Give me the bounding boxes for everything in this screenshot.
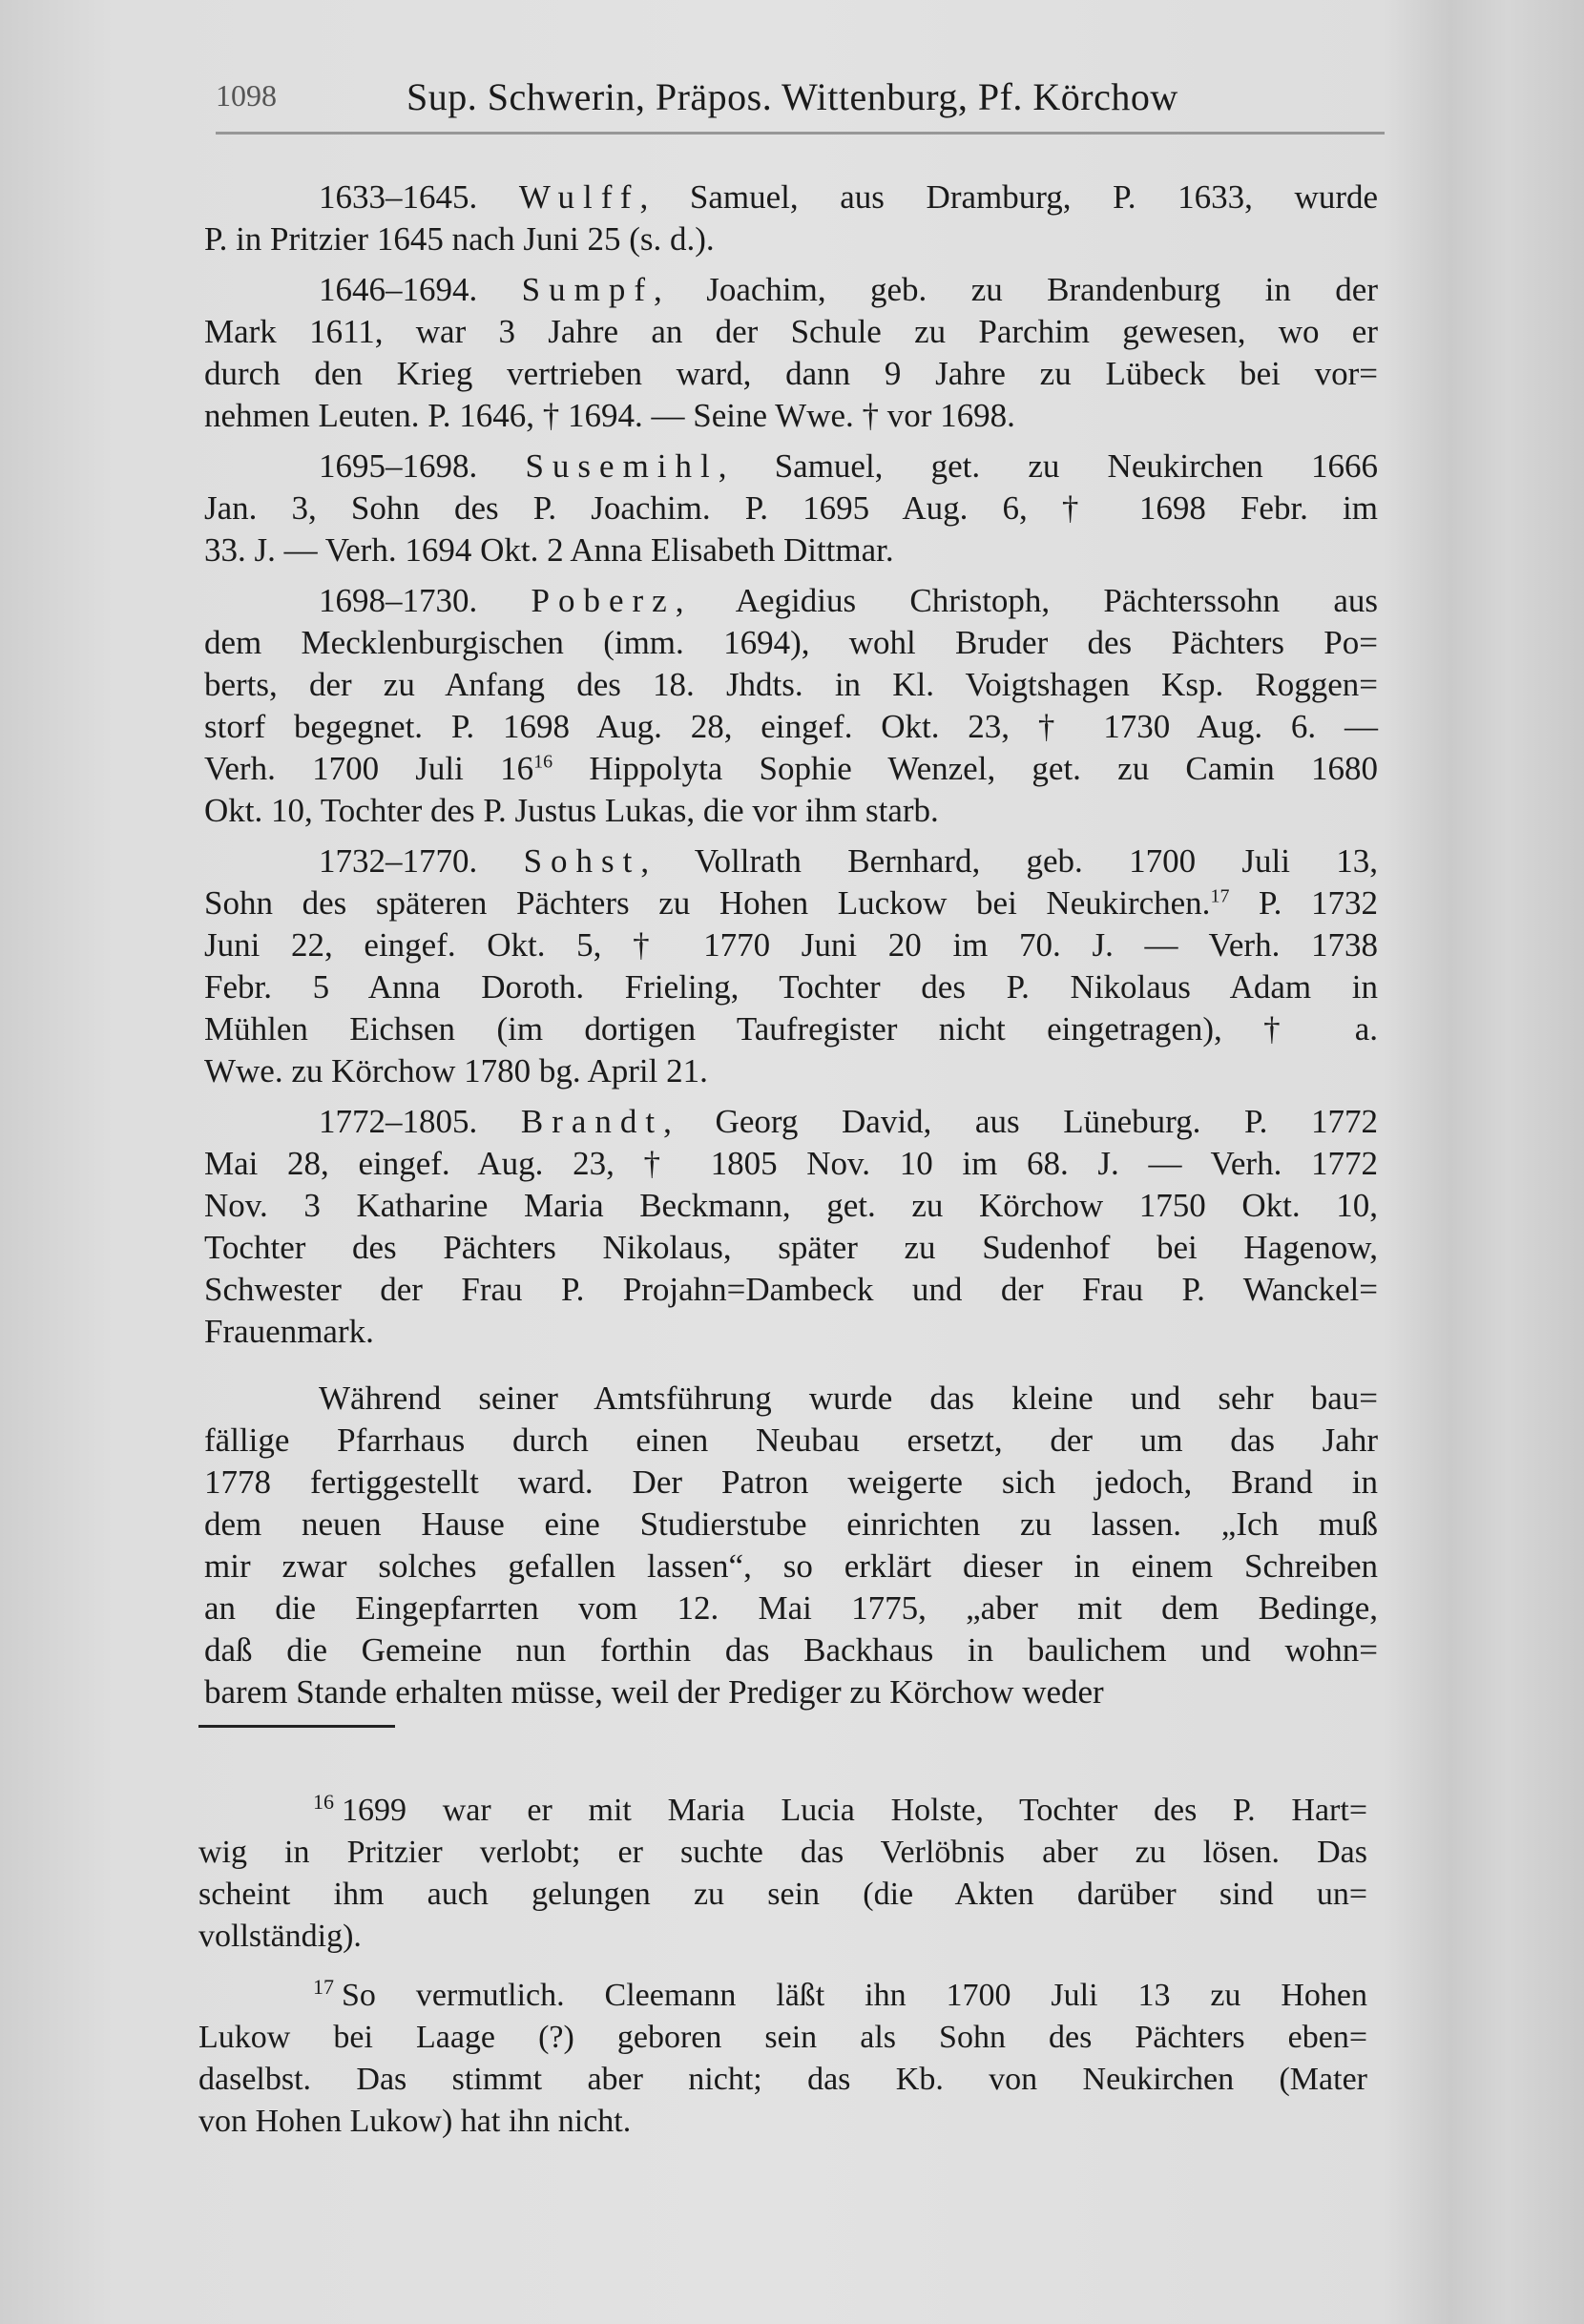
text-line [204, 1050, 1378, 1092]
text-line [204, 924, 1378, 966]
text-line [204, 1671, 1378, 1713]
pastor-entry [204, 1101, 1378, 1353]
text-line [204, 1227, 1378, 1269]
page-number: 1098 [216, 78, 277, 113]
text-line [204, 1269, 1378, 1311]
text-segment: Okt. 10, Tochter des P. Justus Lukas, die vor ihm starb. [204, 792, 939, 829]
text-segment: , Vollrath Bernhard, geb. 1700 Juli 13, [640, 842, 1379, 880]
text-segment: 1695–1698. [319, 447, 526, 485]
text-segment: P. 1732 [1229, 884, 1378, 922]
text-segment: 1698–1730. [319, 582, 531, 619]
text-line [204, 1185, 1378, 1227]
text-segment: scheint ihm auch gelungen zu sein (die Akten darüber sind un= [198, 1877, 1367, 1912]
footnote-marker: 16 [313, 1789, 334, 1814]
text-line [198, 1790, 1367, 1832]
text-segment: , Samuel, aus Dramburg, P. 1633, wurde [639, 178, 1379, 216]
text-segment: , Aegidius Christoph, Pächterssohn aus [675, 582, 1378, 619]
text-line [198, 2017, 1367, 2059]
text-line [204, 1008, 1378, 1050]
text-line [204, 269, 1378, 311]
text-line [204, 840, 1378, 882]
text-segment: Febr. 5 Anna Doroth. Frieling, Tochter des P. Nikolaus Adam in [204, 968, 1378, 1006]
text-line [204, 622, 1378, 664]
text-line [204, 1378, 1378, 1420]
footnotes [198, 1773, 1367, 2143]
text-segment: Jan. 3, Sohn des P. Joachim. P. 1695 Aug. 6, † 1698 Febr. im [204, 489, 1378, 527]
pastor-name: Wulff [518, 178, 640, 216]
text-line [204, 488, 1378, 529]
main-text [204, 168, 1378, 1713]
text-segment: vollständig). [198, 1919, 362, 1954]
text-segment: 33. J. — Verh. 1694 Okt. 2 Anna Elisabeth Dittmar. [204, 531, 894, 569]
text-line [204, 790, 1378, 832]
footnote [198, 1790, 1367, 1958]
text-segment: 1732–1770. [319, 842, 524, 880]
text-line [204, 353, 1378, 395]
pastor-entry [204, 580, 1378, 832]
footnote-separator [198, 1725, 395, 1728]
pastor-name: Susemihl [525, 447, 719, 485]
text-line [204, 395, 1378, 437]
text-segment: Wwe. zu Körchow 1780 bg. April 21. [204, 1052, 708, 1089]
text-segment: Verh. 1700 Juli 16 [204, 750, 534, 787]
text-segment: dem neuen Hause eine Studierstube einrichten zu lassen. „Ich muß [204, 1505, 1378, 1543]
text-line [204, 1420, 1378, 1462]
text-segment: , Joachim, geb. zu Brandenburg in der [654, 271, 1378, 308]
text-line [204, 748, 1378, 790]
text-segment: 1699 war er mit Maria Lucia Holste, Tochter des P. Hart= [342, 1793, 1367, 1828]
text-segment: Sohn des späteren Pächters zu Hohen Luckow bei Neukirchen. [204, 884, 1211, 922]
text-line [198, 2059, 1367, 2101]
text-segment: Juni 22, eingef. Okt. 5, † 1770 Juni 20 im 70. J. — Verh. 1738 [204, 926, 1378, 964]
text-line [204, 311, 1378, 353]
text-segment: So vermutlich. Cleemann läßt ihn 1700 Juli 13 zu Hohen [342, 1978, 1367, 2013]
pastor-name: Sohst [523, 842, 641, 880]
text-segment: Mühlen Eichsen (im dortigen Taufregister nicht eingetragen), † a. [204, 1010, 1378, 1048]
text-segment: berts, der zu Anfang des 18. Jhdts. in Kl. Voigtshagen Ksp. Roggen= [204, 666, 1378, 703]
footnote-marker: 17 [313, 1974, 334, 1999]
text-line [204, 882, 1378, 924]
text-line [198, 1832, 1367, 1874]
text-line [204, 1546, 1378, 1587]
text-segment: fällige Pfarrhaus durch einen Neubau ersetzt, der um das Jahr [204, 1421, 1378, 1459]
pastor-name: Poberz [531, 582, 676, 619]
text-line [204, 1143, 1378, 1185]
header-rule [216, 132, 1385, 135]
text-segment: 1772–1805. [319, 1103, 521, 1140]
text-segment: nehmen Leuten. P. 1646, † 1694. — Seine Wwe. † vor 1698. [204, 397, 1015, 434]
text-line [198, 1874, 1367, 1916]
pastor-name: Brandt [520, 1103, 664, 1140]
text-line [204, 446, 1378, 488]
text-segment: Während seiner Amtsführung wurde das kleine und sehr bau= [319, 1380, 1378, 1417]
text-segment: P. in Pritzier 1645 nach Juni 25 (s. d.). [204, 220, 715, 258]
footnote-reference: 16 [533, 751, 553, 773]
pastor-entry [204, 269, 1378, 437]
text-line [204, 529, 1378, 571]
pastor-entry [204, 840, 1378, 1092]
text-segment: Lukow bei Laage (?) geboren sein als Sohn des Pächters eben= [198, 2020, 1367, 2055]
pastor-name: Sumpf [521, 271, 655, 308]
text-line [204, 1504, 1378, 1546]
text-segment: daß die Gemeine nun forthin das Backhaus in baulichem und wohn= [204, 1631, 1378, 1669]
text-segment: Tochter des Pächters Nikolaus, später zu Sudenhof bei Hagenow, [204, 1229, 1378, 1266]
text-line [204, 176, 1378, 218]
text-segment: , Georg David, aus Lüneburg. P. 1772 [663, 1103, 1379, 1140]
footnote-reference: 17 [1210, 885, 1230, 907]
text-segment: 1646–1694. [319, 271, 522, 308]
text-segment: von Hohen Lukow) hat ihn nicht. [198, 2104, 632, 2139]
text-segment: Hippolyta Sophie Wenzel, get. zu Camin 1680 [552, 750, 1378, 787]
running-title: Sup. Schwerin, Präpos. Wittenburg, Pf. Körchow [406, 75, 1178, 118]
text-line [204, 664, 1378, 706]
text-line [198, 1916, 1367, 1958]
body-paragraph [204, 1378, 1378, 1713]
text-line [198, 2101, 1367, 2143]
text-line [204, 218, 1378, 260]
text-line [204, 1629, 1378, 1671]
text-segment: Nov. 3 Katharine Maria Beckmann, get. zu Körchow 1750 Okt. 10, [204, 1187, 1378, 1224]
text-segment: , Samuel, get. zu Neukirchen 1666 [718, 447, 1378, 485]
pastor-entry [204, 446, 1378, 571]
text-segment: Schwester der Frau P. Projahn=Dambeck und der Frau P. Wanckel= [204, 1271, 1378, 1308]
text-line [204, 706, 1378, 748]
footnote [198, 1975, 1367, 2143]
text-segment: an die Eingepfarrten vom 12. Mai 1775, „aber mit dem Bedinge, [204, 1589, 1378, 1627]
text-segment: storf begegnet. P. 1698 Aug. 28, eingef. Okt. 23, † 1730 Aug. 6. — [204, 708, 1378, 745]
text-segment: Mai 28, eingef. Aug. 23, † 1805 Nov. 10 im 68. J. — Verh. 1772 [204, 1145, 1378, 1182]
text-line [204, 580, 1378, 622]
text-line [204, 1101, 1378, 1143]
running-header [216, 74, 1385, 132]
text-line [204, 966, 1378, 1008]
text-line [204, 1462, 1378, 1504]
text-segment: daselbst. Das stimmt aber nicht; das Kb. von Neukirchen (Mater [198, 2062, 1367, 2097]
text-line [198, 1975, 1367, 2017]
text-segment: dem Mecklenburgischen (imm. 1694), wohl Bruder des Pächters Po= [204, 624, 1378, 661]
text-line [204, 1587, 1378, 1629]
text-segment: 1778 fertiggestellt ward. Der Patron weigerte sich jedoch, Brand in [204, 1463, 1378, 1501]
text-segment: wig in Pritzier verlobt; er suchte das Verlöbnis aber zu lösen. Das [198, 1835, 1367, 1870]
text-line [204, 1311, 1378, 1353]
text-segment: Frauenmark. [204, 1313, 374, 1350]
pastor-entry [204, 176, 1378, 260]
text-segment: barem Stande erhalten müsse, weil der Prediger zu Körchow weder [204, 1673, 1104, 1711]
text-segment: 1633–1645. [319, 178, 519, 216]
text-segment: Mark 1611, war 3 Jahre an der Schule zu Parchim gewesen, wo er [204, 313, 1378, 350]
text-segment: mir zwar solches gefallen lassen“, so erklärt dieser in einem Schreiben [204, 1547, 1378, 1585]
text-segment: durch den Krieg vertrieben ward, dann 9 Jahre zu Lübeck bei vor= [204, 355, 1378, 392]
